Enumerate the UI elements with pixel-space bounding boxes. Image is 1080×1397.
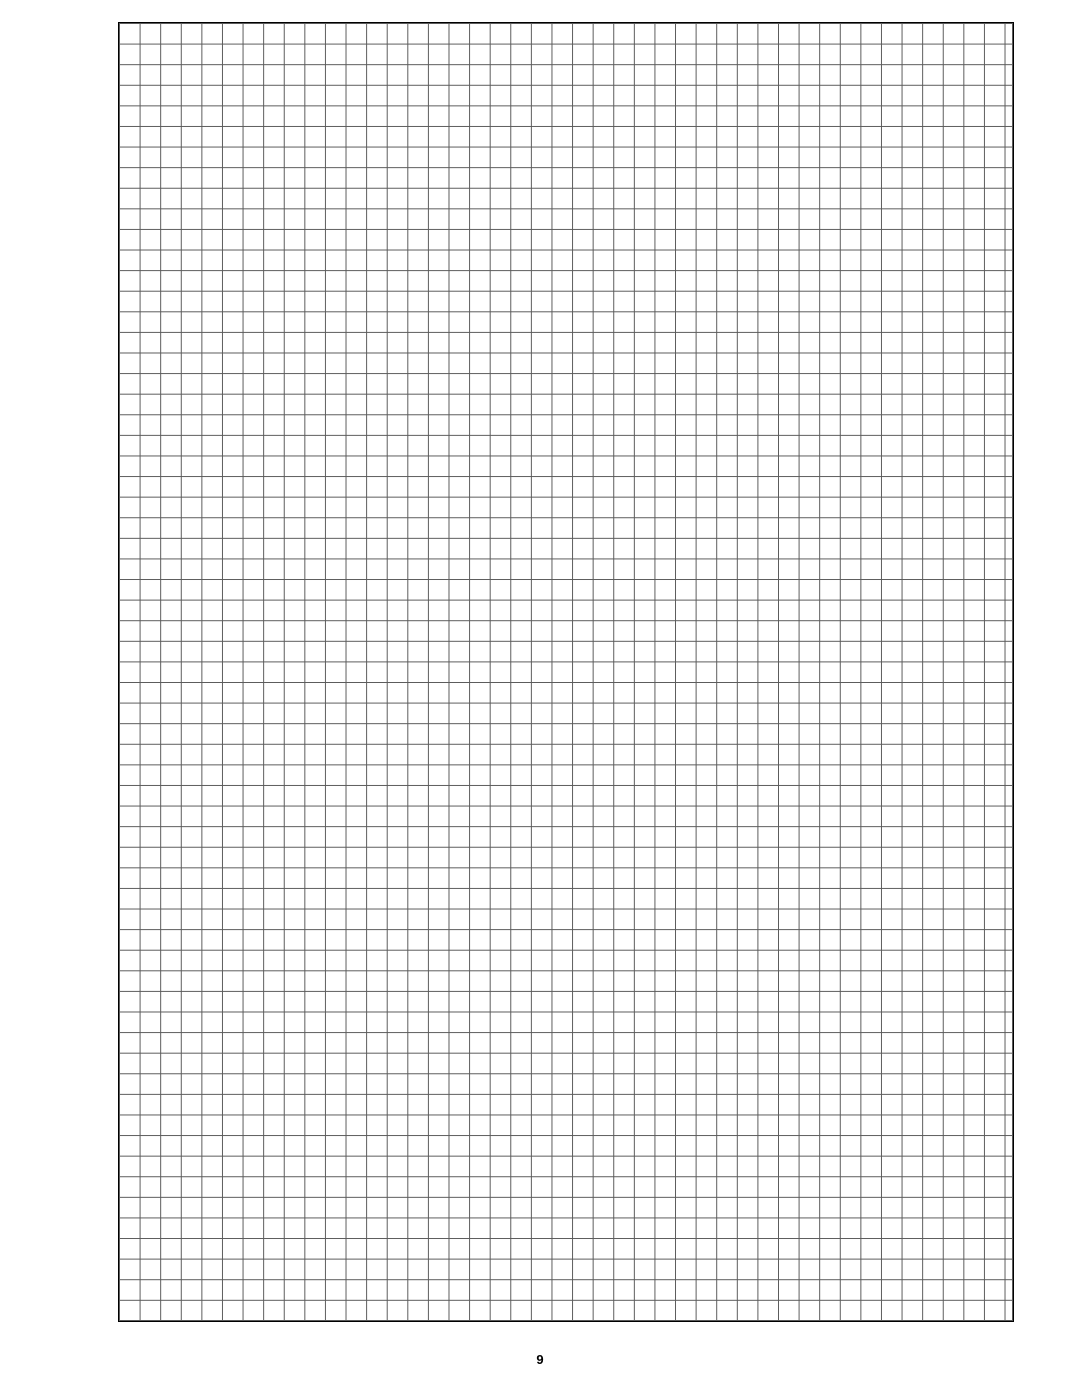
grid-right-edge: [1012, 23, 1013, 1321]
graph-paper-grid: [119, 23, 1013, 1321]
grid-bottom-edge: [119, 1320, 1013, 1321]
left-margin-column: [66, 22, 119, 1322]
page-number: 9: [536, 1352, 544, 1367]
